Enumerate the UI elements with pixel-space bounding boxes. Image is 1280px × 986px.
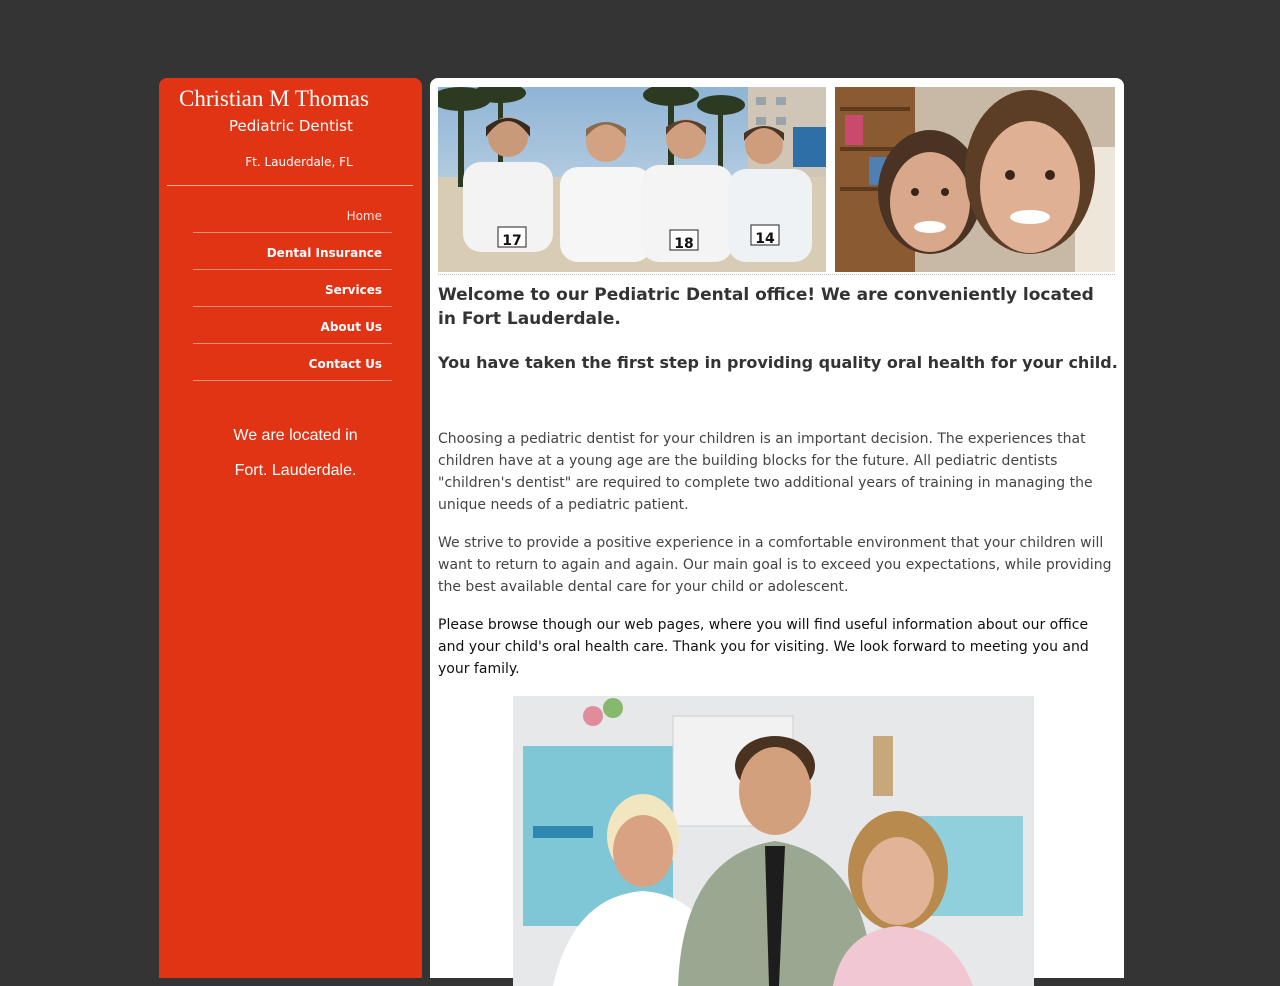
girls-portrait-photo [835,87,1115,272]
nav-home[interactable]: Home [193,196,392,233]
nav-contact-us[interactable]: Contact Us [193,344,392,381]
browse-paragraph: Please browse though our web pages, where you will find useful information about our office and your child's oral health care. Thank you for visiting. We look forward to meeting you and your family. [438,617,1089,677]
location-note-line2: Fort. Lauderdale. [234,462,357,479]
site-tagline: Pediatric Dentist [229,117,353,135]
welcome-heading: Welcome to our Pediatric Dental office! We are conveniently located in Fort Lauderdale. [438,285,1094,329]
mission-paragraph: We strive to provide a positive experience in a comfortable environment that your children will want to return to again and again. Our main goal is to exceed you expectations, while providing the best available dental care for your child or adolescent. [438,535,1112,595]
site-name[interactable]: Christian M Thomas [179,86,369,111]
first-step-heading: You have taken the first step in providing quality oral health for your child. [438,353,1118,372]
staff-photo [513,696,1034,986]
main-nav [193,196,392,381]
intro-paragraph: Choosing a pediatric dentist for your children is an important decision. The experiences that children have at a young age are the building blocks for the future. All pediatric dentists "children's dentist" are required to complete two additional years of training in managing the unique needs of a pediatric patient. [438,431,1093,513]
location-note-line1: We are located in [233,427,358,444]
nav-dental-insurance[interactable]: Dental Insurance [193,233,392,270]
location-note [159,418,432,488]
nav-about-us[interactable]: About Us [193,307,392,344]
sidebar [159,78,422,978]
bib-number: 17 [502,233,522,249]
bib-number: 18 [674,236,694,252]
kids-beach-photo [438,87,826,272]
main-content [430,78,1124,978]
bib-number: 14 [755,231,775,247]
photo-divider [438,274,1115,275]
nav-services[interactable]: Services [193,270,392,307]
header-divider [167,185,413,186]
site-location: Ft. Lauderdale, FL [245,155,353,169]
